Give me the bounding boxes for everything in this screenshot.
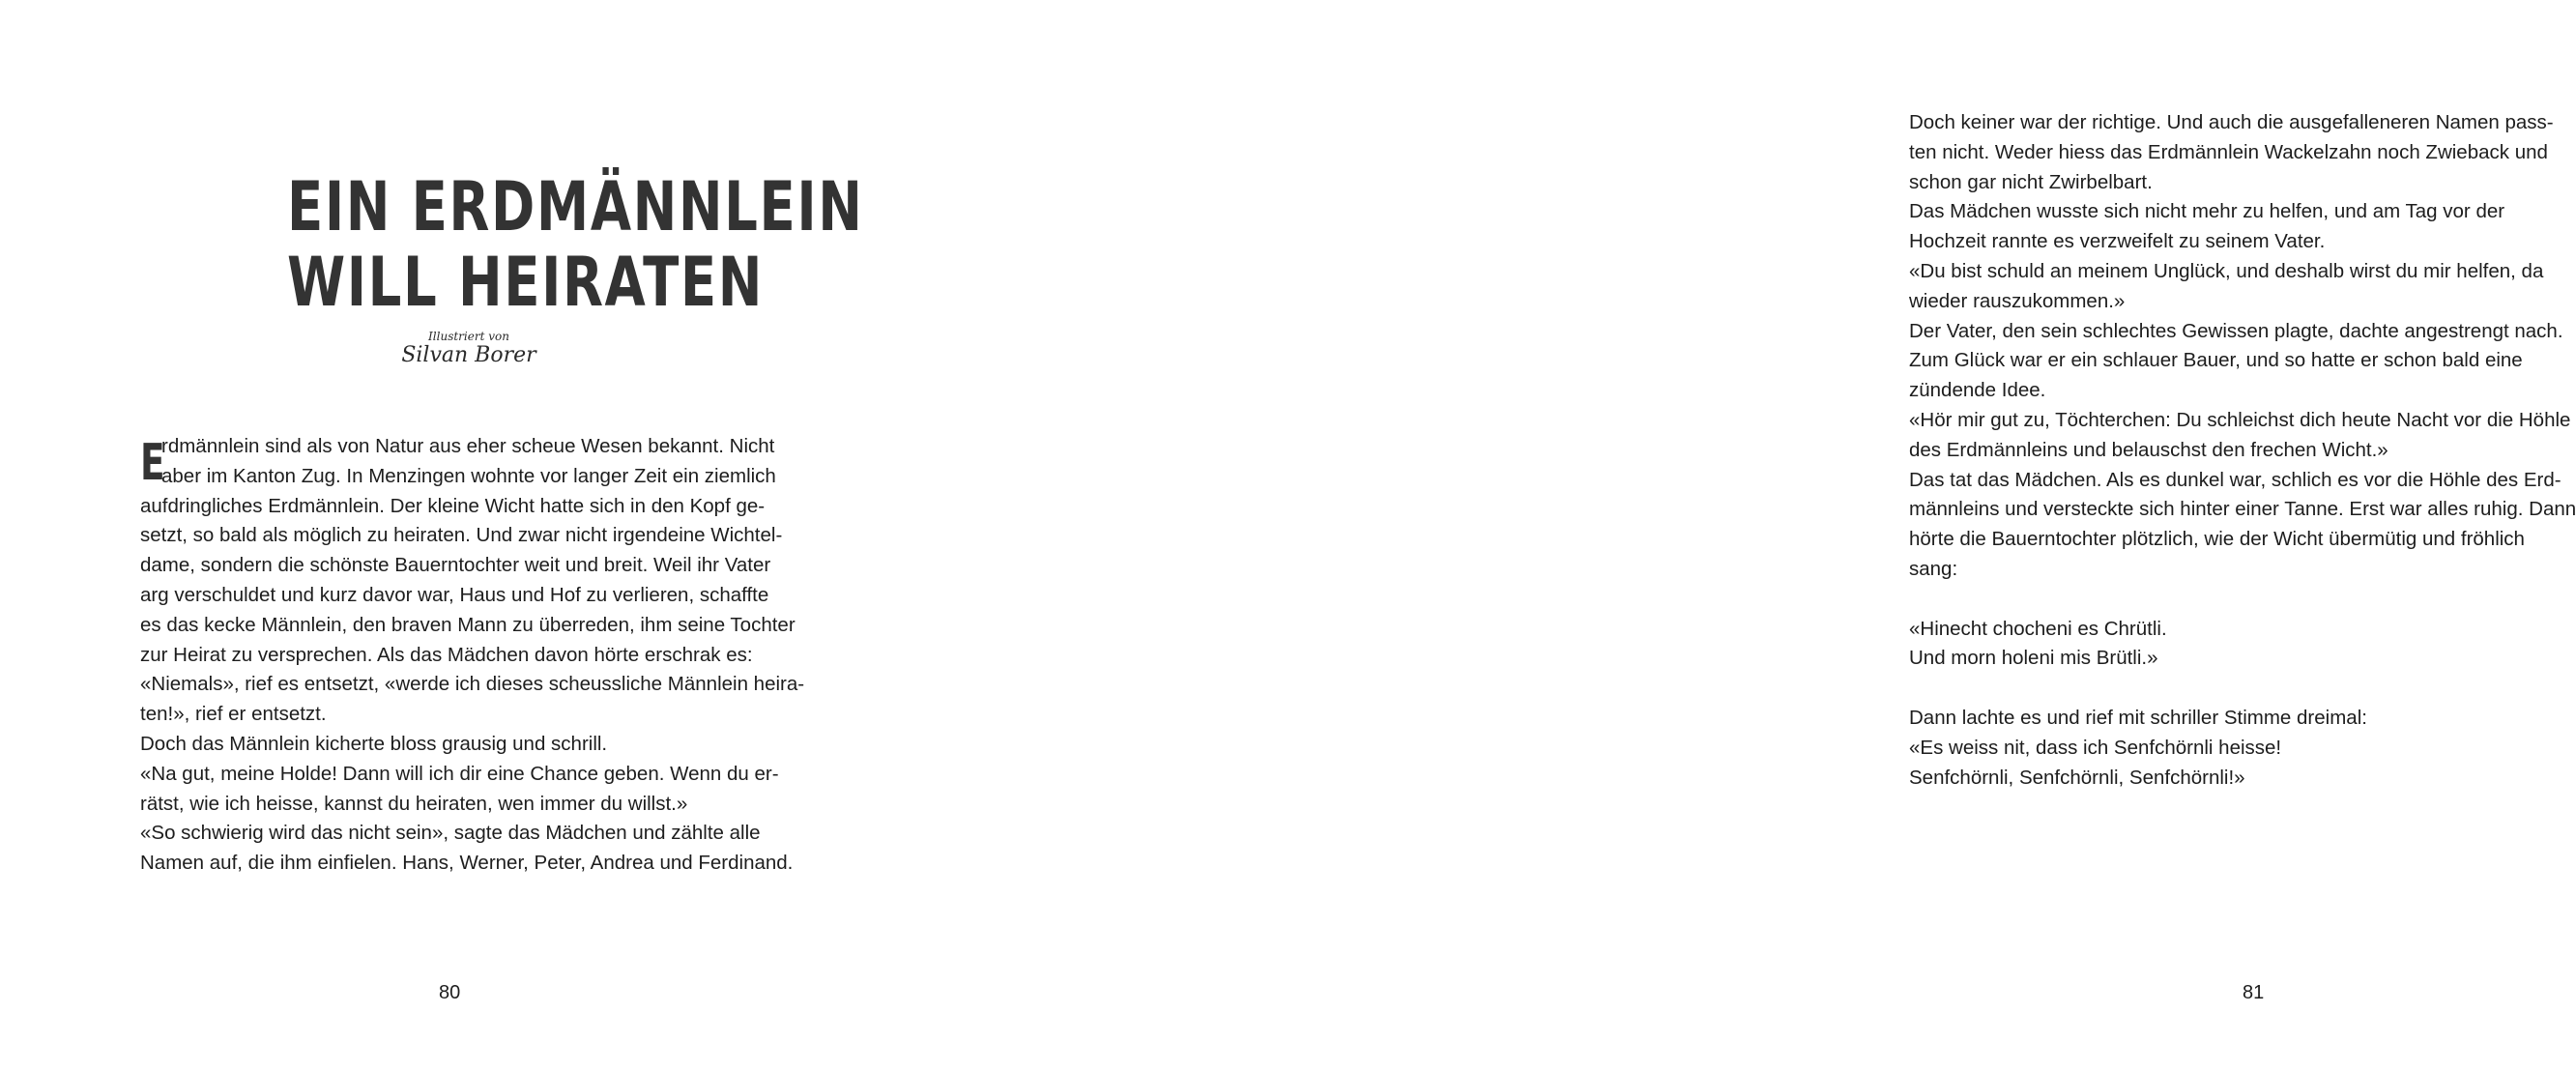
story-text-right <box>1909 108 2576 793</box>
illustrator-name: Silvan Borer <box>401 343 536 367</box>
text-line: «So schwierig wird das nicht sein», sagte das Mädchen und zählte alle <box>140 822 761 845</box>
page-number-left: 80 <box>439 982 461 1003</box>
text-line: Das Mädchen wusste sich nicht mehr zu helfen, und am Tag vor der <box>1909 200 2505 223</box>
drop-cap: E <box>140 434 165 492</box>
story-title-line-2: WILL HEIRATEN <box>287 243 765 322</box>
text-line: «Du bist schuld an meinem Unglück, und deshalb wirst du mir helfen, da <box>1909 259 2544 282</box>
text-line: Dann lachte es und rief mit schriller Stimme dreimal: <box>1909 706 2367 729</box>
text-line: «Es weiss nit, dass ich Senfchörnli heisse! <box>1909 736 2282 759</box>
stanza-gap <box>1909 585 2566 615</box>
left-page <box>0 0 898 1071</box>
opening-lines <box>140 432 797 492</box>
text-line: hörte die Bauerntochter plötzlich, wie der Wicht übermütig und fröhlich <box>1909 528 2525 551</box>
text-line: Namen auf, die ihm einfielen. Hans, Werner, Peter, Andrea und Ferdinand. <box>140 852 794 875</box>
text-line: aufdringliches Erdmännlein. Der kleine Wicht hatte sich in den Kopf ge- <box>140 494 766 517</box>
text-line: wieder rauszukommen.» <box>1909 289 2126 312</box>
text-line: «Hör mir gut zu, Töchterchen: Du schleichst dich heute Nacht vor die Höhle <box>1909 408 2571 431</box>
song-line: «Hinecht chocheni es Chrütli. <box>1909 617 2167 640</box>
text-line: Hochzeit rannte es verzweifelt zu seinem Vater. <box>1909 230 2326 253</box>
text-line: Das tat das Mädchen. Als es dunkel war, schlich es vor die Höhle des Erd- <box>1909 468 2562 491</box>
text-line: schon gar nicht Zwirbelbart. <box>1909 170 2153 193</box>
illustrator-label: Illustriert von <box>428 330 509 343</box>
text-line: rdmännlein sind als von Natur aus eher scheue Wesen bekannt. Nicht <box>161 435 775 457</box>
text-line: dame, sondern die schönste Bauerntochter weit und breit. Weil ihr Vater <box>140 554 771 577</box>
text-line: ten!», rief er entsetzt. <box>140 703 327 726</box>
song-line: Und morn holeni mis Brütli.» <box>1909 647 2158 670</box>
text-line: ten nicht. Weder hiess das Erdmännlein Wackelzahn noch Zwieback und <box>1909 140 2548 163</box>
right-page <box>898 0 2576 1071</box>
story-title-block <box>236 167 864 368</box>
text-line: Der Vater, den sein schlechtes Gewissen plagte, dachte angestrengt nach. <box>1909 319 2563 342</box>
text-line: arg verschuldet und kurz davor war, Haus und Hof zu verlieren, schaffte <box>140 583 769 606</box>
text-line: Doch keiner war der richtige. Und auch die ausgefalleneren Namen pass- <box>1909 111 2554 133</box>
page-number-right: 81 <box>2243 982 2265 1003</box>
text-line: es das kecke Männlein, den braven Mann zu überreden, ihm seine Tochter <box>140 613 796 636</box>
story-text-left <box>140 432 805 879</box>
text-line: männleins und versteckte sich hinter einer Tanne. Erst war alles ruhig. Dann <box>1909 498 2576 521</box>
text-line: Senfchörnli, Senfchörnli, Senfchörnli!» <box>1909 766 2245 789</box>
stanza-gap <box>1909 674 2566 704</box>
text-line: rätst, wie ich heisse, kannst du heiraten, wen immer du willst.» <box>140 792 688 815</box>
text-line: «Niemals», rief es entsetzt, «werde ich dieses scheussliche Männlein heira- <box>140 673 805 696</box>
text-line: setzt, so bald als möglich zu heiraten. Und zwar nicht irgendeine Wichtel- <box>140 524 783 547</box>
text-line: Doch das Männlein kicherte bloss grausig und schrill. <box>140 732 608 755</box>
text-line: zur Heirat zu versprechen. Als das Mädchen davon hörte erschrak es: <box>140 643 753 666</box>
text-line: sang: <box>1909 557 1958 580</box>
text-line: «Na gut, meine Holde! Dann will ich dir eine Chance geben. Wenn du er- <box>140 762 779 785</box>
text-line: des Erdmännleins und belauschst den frechen Wicht.» <box>1909 438 2388 461</box>
story-title-line-1: EIN ERDMÄNNLEIN <box>287 167 864 246</box>
text-line: zündende Idee. <box>1909 379 2046 402</box>
text-line: aber im Kanton Zug. In Menzingen wohnte vor langer Zeit ein ziemlich <box>161 464 776 487</box>
text-line: Zum Glück war er ein schlauer Bauer, und so hatte er schon bald eine <box>1909 349 2523 372</box>
